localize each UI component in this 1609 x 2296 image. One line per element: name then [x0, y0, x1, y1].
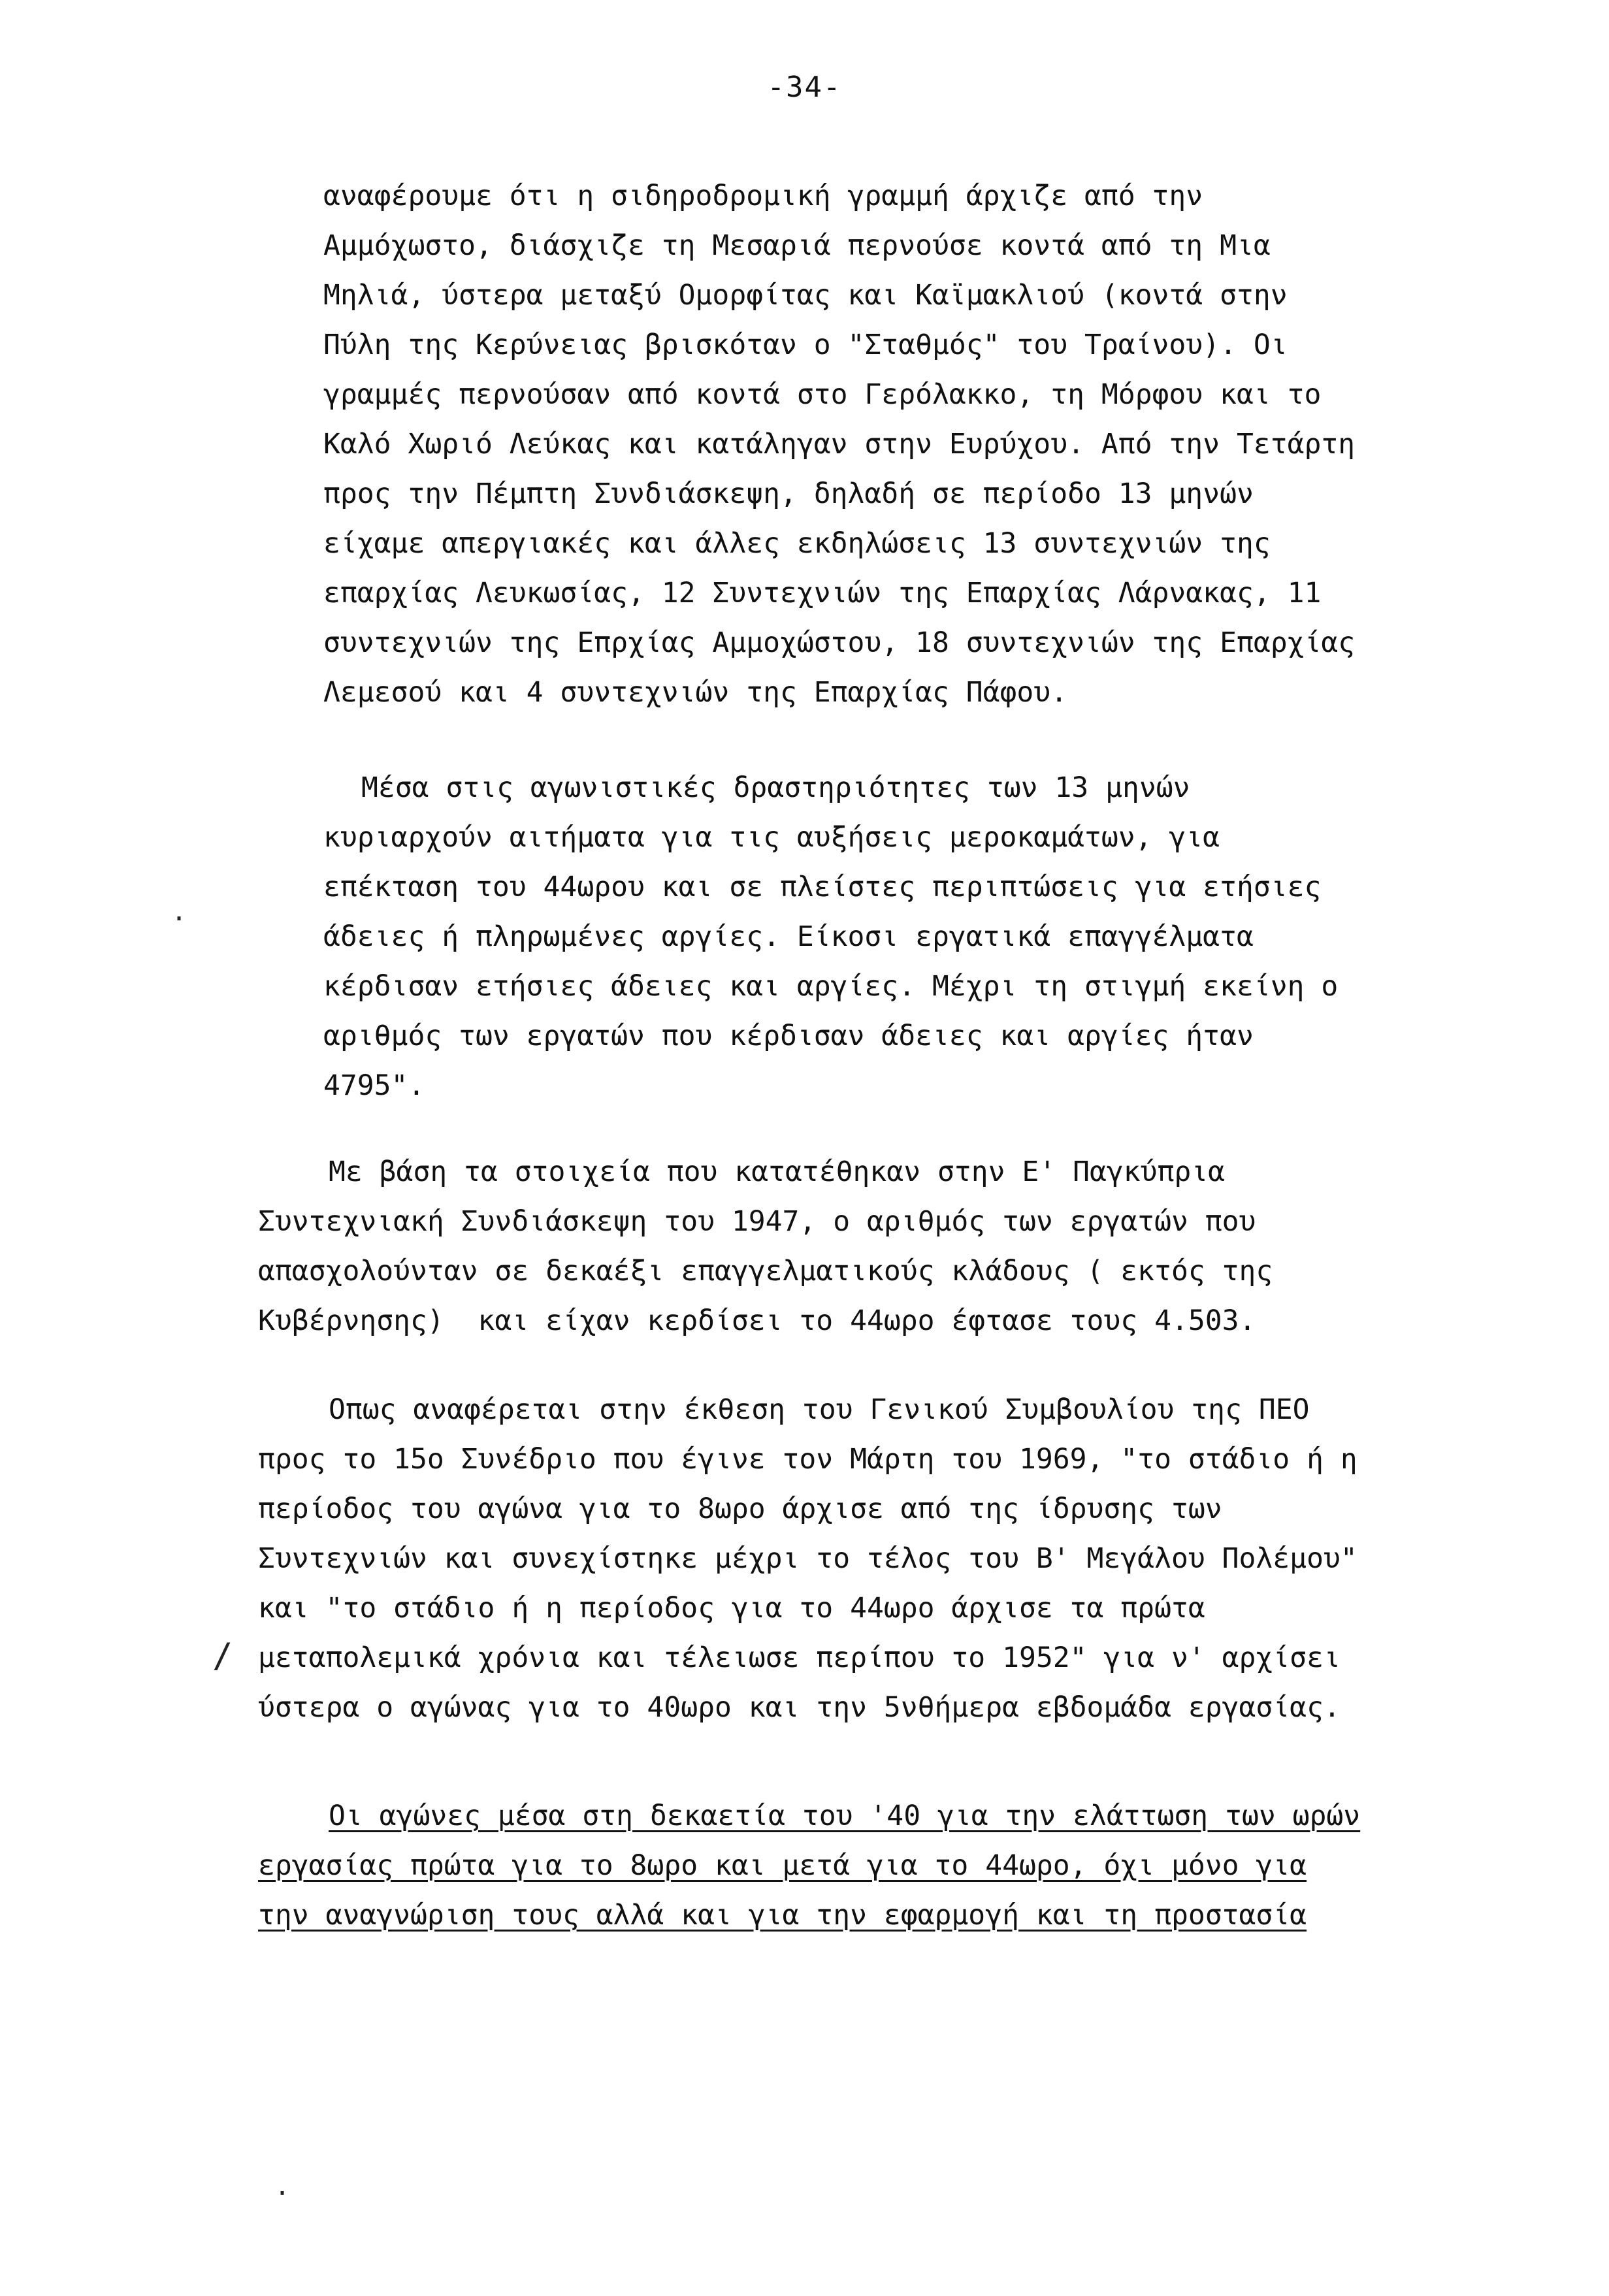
- text-line: Οπως αναφέρεται στην έκθεση του Γενικού Συμβουλίου της ΠΕΟ: [329, 1393, 1310, 1426]
- text-line: ύστερα ο αγώνας για το 40ωρο και την 5νθήμερα εβδομάδα εργασίας.: [258, 1691, 1341, 1724]
- text-line: Μέσα στις αγωνιστικές δραστηριότητες των 13 μηνών: [361, 771, 1190, 804]
- paragraph-1: [323, 171, 1356, 717]
- text-line: προς την Πέμπτη Συνδιάσκεψη, δηλαδή σε περίοδο 13 μηνών: [323, 477, 1254, 510]
- margin-dot-mark: ·: [171, 904, 187, 934]
- text-line: και "το στάδιο ή η περίοδος για το 44ωρο άρχισε τα πρώτα: [258, 1592, 1205, 1625]
- paragraph-5-underlined: [258, 1791, 1361, 1940]
- text-line: είχαμε απεργιακές και άλλες εκδηλώσεις 13 συντεχνιών της: [323, 527, 1271, 560]
- text-line: αναφέρουμε ότι η σιδηροδρομική γραμμή άρχιζε από την: [323, 180, 1203, 212]
- text-line: Συντεχνιακή Συνδιάσκεψη του 1947, ο αριθμός των εργατών που: [258, 1205, 1256, 1238]
- text-line: μεταπολεμικά χρόνια και τέλειωσε περίπου το 1952" για ν' αρχίσει: [258, 1641, 1341, 1674]
- text-line: επέκταση του 44ωρου και σε πλείστες περιπτώσεις για ετήσιες: [323, 871, 1322, 903]
- text-line: κυριαρχούν αιτήματα για τις αυξήσεις μεροκαμάτων, για: [323, 821, 1220, 854]
- text-line: Κυβέρνησης) και είχαν κερδίσει το 44ωρο έφτασε τους 4.503.: [258, 1304, 1256, 1337]
- text-line: αριθμός των εργατών που κέρδισαν άδειες και αργίες ήταν: [323, 1020, 1254, 1052]
- text-line: άδειες ή πληρωμένες αργίες. Είκοσι εργατικά επαγγέλματα: [323, 920, 1254, 953]
- paragraph-3: [258, 1147, 1342, 1346]
- text-line: προς το 15ο Συνέδριο που έγινε τον Μάρτη του 1969, "το στάδιο ή η: [258, 1443, 1357, 1476]
- margin-dot-mark: ·: [274, 2178, 291, 2208]
- text-line: 4795".: [323, 1069, 425, 1102]
- text-line: την αναγνώριση τους αλλά και για την εφαρμογή και τη προστασία: [258, 1899, 1307, 1932]
- text-line: Μηλιά, ύστερα μεταξύ Ομορφίτας και Καϊμακλιού (κοντά στην: [323, 279, 1288, 312]
- margin-slash-mark: /: [212, 1636, 233, 1675]
- text-line: Καλό Χωριό Λεύκας και κατάληγαν στην Ευρύχου. Από την Τετάρτη: [323, 428, 1356, 461]
- text-line: Με βάση τα στοιχεία που κατατέθηκαν στην Ε' Παγκύπρια: [329, 1156, 1226, 1188]
- text-line: Αμμόχωστο, διάσχιζε τη Μεσαριά περνούσε κοντά από τη Μια: [323, 229, 1271, 262]
- text-line: κέρδισαν ετήσιες άδειες και αργίες. Μέχρι τη στιγμή εκείνη ο: [323, 970, 1339, 1003]
- text-line: Λεμεσού και 4 συντεχνιών της Επαρχίας Πάφου.: [323, 676, 1068, 709]
- text-line: περίοδος του αγώνα για το 8ωρο άρχισε από της ίδρυσης των: [258, 1493, 1222, 1525]
- paragraph-4: [258, 1385, 1357, 1732]
- text-line: γραμμές περνούσαν από κοντά στο Γερόλακκο, τη Μόρφου και το: [323, 378, 1322, 411]
- text-line: εργασίας πρώτα για το 8ωρο και μετά για το 44ωρο, όχι μόνο για: [258, 1849, 1307, 1882]
- text-line: συντεχνιών της Επρχίας Αμμοχώστου, 18 συντεχνιών της Επαρχίας: [323, 626, 1356, 659]
- text-line: Πύλη της Κερύνειας βρισκόταν ο "Σταθμός" του Τραίνου). Οι: [323, 329, 1288, 361]
- text-line: Οι αγώνες μέσα στη δεκαετία του '40 για την ελάττωση των ωρών: [329, 1800, 1361, 1832]
- page-number: -34-: [767, 71, 842, 104]
- text-line: επαρχίας Λευκωσίας, 12 Συντεχνιών της Επαρχίας Λάρνακας, 11: [323, 577, 1322, 609]
- paragraph-2: [323, 763, 1342, 1110]
- text-line: απασχολούνταν σε δεκαέξι επαγγελματικούς κλάδους ( εκτός της: [258, 1255, 1273, 1287]
- text-line: Συντεχνιών και συνεχίστηκε μέχρι το τέλος του Β' Μεγάλου Πολέμου": [258, 1542, 1357, 1575]
